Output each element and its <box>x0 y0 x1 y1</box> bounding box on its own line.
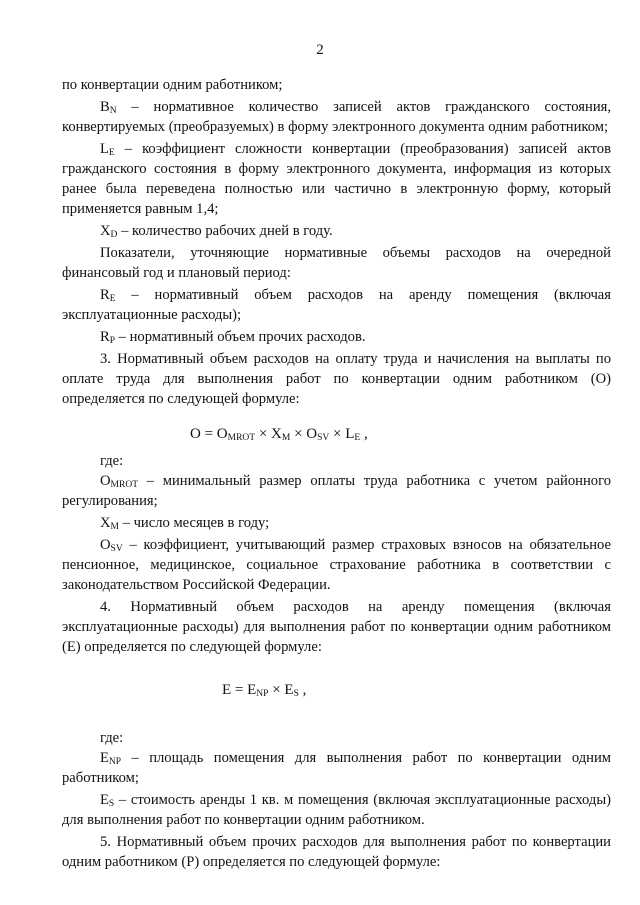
paragraph-section-4: 4. Нормативный объем расходов на аренду помещения (включая эксплуатационные расходы) для выполнения работ по конвертации одним работником (E) определяется по следующей формуле: <box>62 599 611 655</box>
definition-osv: $O_{SV}$ – коэффициент, учитывающий размер страховых взносов на обязательное пенсионное, медицинское, социальное страхование работника в соответствии с законодательством Российской Федерации. <box>62 537 611 593</box>
page-number: 2 <box>316 42 324 58</box>
definition-xm: $X_M$ – число месяцев в году; <box>100 515 270 533</box>
paragraph: по конвертации одним работником; <box>62 77 283 93</box>
definition-omrot: $O_{MROT}$ – минимальный размер оплаты труда работника с учетом районного регулирования; <box>62 473 611 509</box>
paragraph-section-5: 5. Нормативный объем прочих расходов для выполнения работ по конвертации одним работником (P) определяется по следующей формуле: <box>62 833 611 870</box>
definition-rp: $R_P$ – нормативный объем прочих расходов. <box>100 328 366 346</box>
formula-e: $E = E_{NP} \times E_S$ , <box>222 682 307 700</box>
definition-bn: $B_N$ – нормативное количество записей актов гражданского состояния, конвертируемых (преобразуемых) в форму электронного документа одним работником; <box>62 99 611 135</box>
where-label: где: <box>100 730 124 747</box>
definition-re: $R_E$ – нормативный объем расходов на аренду помещения (включая эксплуатационные расходы); <box>62 286 611 323</box>
formula-o: $O = O_{MROT} \times X_M \times O_{SV} \times L_E$ , <box>190 426 368 444</box>
paragraph-indicators: Показатели, уточняющие нормативные объемы расходов на очередной финансовый год и плановый период: <box>62 244 611 281</box>
definition-enp: $E_{NP}$ – площадь помещения для выполнения работ по конвертации одним работником; <box>62 750 611 786</box>
where-label: где: <box>100 453 124 470</box>
document-body <box>62 76 611 875</box>
paragraph-section-3: 3. Нормативный объем расходов на оплату труда и начисления на выплаты по оплате труда для выполнения работ по конвертации одним работником (O) определяется по следующей формуле: <box>62 351 611 407</box>
definition-es: $E_S$ – стоимость аренды 1 кв. м помещения (включая эксплуатационные расходы) для выполнения работ по конвертации одним работником. <box>62 792 611 828</box>
definition-xd: $X_D$ – количество рабочих дней в году. <box>100 222 333 240</box>
definition-le: $L_E$ – коэффициент сложности конвертации (преобразования) записей актов гражданского состояния в форму электронного документа, информация из которых ранее была переведена полностью или частично в электронную форму, который применяется равным 1,4; <box>62 141 611 217</box>
